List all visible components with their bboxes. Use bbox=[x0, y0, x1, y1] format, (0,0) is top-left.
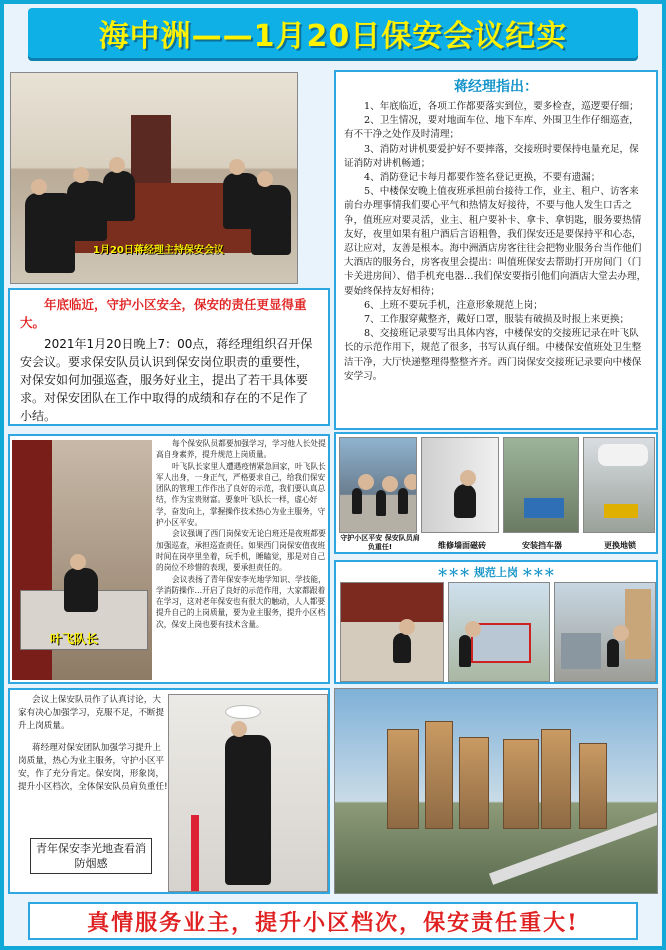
point-5: 5、中楼保安晚上值夜班承担前台接待工作，业主、租户、访客来前台办理事情我们要心平气和热情友好接待，不要与他人发生口舌之争，值班应对要灵活，业主、租户要补卡、拿卡、拿钥匙，服务要热情友好，夜里如果有租户酒后言语粗鲁，我们保安还是要保持平和心态，忍让应对，友善是根本。海中洲酒店房客往往会把物业服务台当作他们大酒店的服务台，房客夜里会提出：叫值班保安去帮助打开房间门（门卡关进房间）、借手机充电器…我们保安要指引他们向酒店大堂去办理，要始终保持友好相待； bbox=[344, 186, 647, 297]
strip-photo-guard bbox=[339, 437, 417, 533]
title-banner bbox=[28, 8, 638, 58]
discussion-p1: 会议上保安队员作了认真讨论，大家有决心加强学习，克服不足，不断提升上岗质量。 bbox=[18, 695, 165, 731]
manager-panel bbox=[334, 70, 658, 430]
duty-panel bbox=[334, 560, 658, 684]
smoke-detector-photo bbox=[168, 694, 328, 892]
captain-caption: 叶飞队长 bbox=[50, 632, 99, 646]
page-title: 海中洲——1月20日保安会议纪实 bbox=[98, 19, 568, 54]
discussion-caption: 青年保安李光地查看消防烟感 bbox=[30, 838, 152, 874]
strip-photo-tiles bbox=[421, 437, 499, 533]
captain-photo bbox=[12, 440, 152, 680]
captain-panel bbox=[8, 434, 330, 684]
strip-caption-3: 安装挡车器 bbox=[522, 541, 562, 550]
intro-headline: 年底临近，守护小区安全，保安的责任更显得重大。 bbox=[20, 297, 307, 330]
intro-panel bbox=[8, 288, 330, 426]
point-4: 4、消防登记卡每月都要作签名登记更换，不要有遗漏； bbox=[364, 172, 601, 184]
strip-photo-lock bbox=[583, 437, 655, 533]
strip-caption-1: 守护小区平安 保安队员肩负重任! bbox=[340, 534, 420, 551]
point-2: 2、卫生情况，要对地面车位、地下车库、外围卫生作仔细巡查，有不干净之处作及时清理； bbox=[344, 115, 639, 141]
point-3: 3、消防对讲机要爱护好不要摔落，交接班时要保持电量充足，保证消防对讲机畅通； bbox=[344, 143, 639, 169]
manager-heading: 蒋经理指出： bbox=[454, 79, 538, 95]
meeting-photo bbox=[10, 72, 298, 284]
captain-p1: 每个保安队员都要加强学习，学习他人长处提高自身素养，提升规范上岗质量。 bbox=[156, 439, 326, 460]
discussion-panel bbox=[8, 688, 330, 894]
footer-slogan bbox=[28, 902, 638, 940]
footer-text: 真情服务业主，提升小区档次，保安责任重大! bbox=[87, 909, 579, 936]
duty-heading: ＊＊＊ 规范上岗 ＊＊＊ bbox=[437, 566, 555, 579]
photo-strip bbox=[334, 432, 658, 554]
point-6: 6、上班不要玩手机，注意形象规范上岗； bbox=[364, 299, 543, 311]
duty-photo-gate bbox=[554, 582, 656, 682]
manager-points bbox=[344, 100, 648, 384]
discussion-p2: 蒋经理对保安团队加强学习提升上岗质量，热心为业主服务，守护小区平安，作了充分肯定。保安岗，形象岗，提升小区档次，全体保安队员肩负重任! bbox=[18, 743, 168, 792]
captain-p3: 会议强调了西门岗保安无论白班还是夜班都要加强巡查，承担巡查责任。如果西门岗保安值夜班时间在岗亭里坐着，玩手机，睡瞌觉，那是对自己的岗位不珍惜的表现，要承担责任的。 bbox=[156, 529, 326, 573]
strip-photo-barrier bbox=[503, 437, 579, 533]
strip-caption-2: 维修墙面磁砖 bbox=[438, 541, 486, 550]
point-8: 8、交接班记录要写出具体内容，中楼保安的交接班记录在叶飞队长的示范作用下，规范了很多，书写认真仔细。中楼保安值班处卫生整洁干净，大厅快递整理得整整齐齐。西门岗保安交接班记录要向中楼保安学习。 bbox=[344, 328, 642, 382]
captain-p4: 会议表扬了青年保安李光地学知识、学技能，学消防操作…开启了良好的示范作用，大家都跟着在学习，这对老年保安也有很大的触动，人人都要提升自己的上岗质量，要为业主服务，提升小区档次，保安上岗也要有技术含量。 bbox=[156, 574, 326, 629]
duty-photo-lobby bbox=[340, 582, 444, 682]
meeting-photo-caption: 1月20日蒋经理主持保安会议 bbox=[93, 245, 224, 256]
captain-p2: 叶飞队长家里人遭遇疫情紧急回家，叶飞队长军人出身，一身正气，严格要求自己，给我们保安团队的管理工作作出了良好的示范，我们要认真总结，作为宝贵财富。要象叶飞队长一样，虚心好学，奋发向上，掌握操作技术热心为业主服务，守护小区平安。 bbox=[156, 461, 326, 528]
strip-caption-4: 更换地锁 bbox=[604, 541, 636, 550]
duty-photo-booth bbox=[448, 582, 550, 682]
point-1: 1、年底临近，各项工作都要落实到位，要多检查，巡逻要仔细； bbox=[364, 101, 639, 112]
city-photo bbox=[334, 688, 658, 894]
intro-body: 2021年1月20日晚上7：00点，蒋经理组织召开保安会议。要求保安队员认识到保安岗位职责的重要性，对保安如何加强巡查，服务好业主，提出了若干具体要求。对保安团队在工作中取得的成绩和存在的不足作了小结。 bbox=[20, 337, 313, 423]
captain-text bbox=[156, 438, 328, 630]
point-7: 7、工作服穿戴整齐，戴好口罩，服装有破损及时报上来更换； bbox=[364, 314, 630, 326]
